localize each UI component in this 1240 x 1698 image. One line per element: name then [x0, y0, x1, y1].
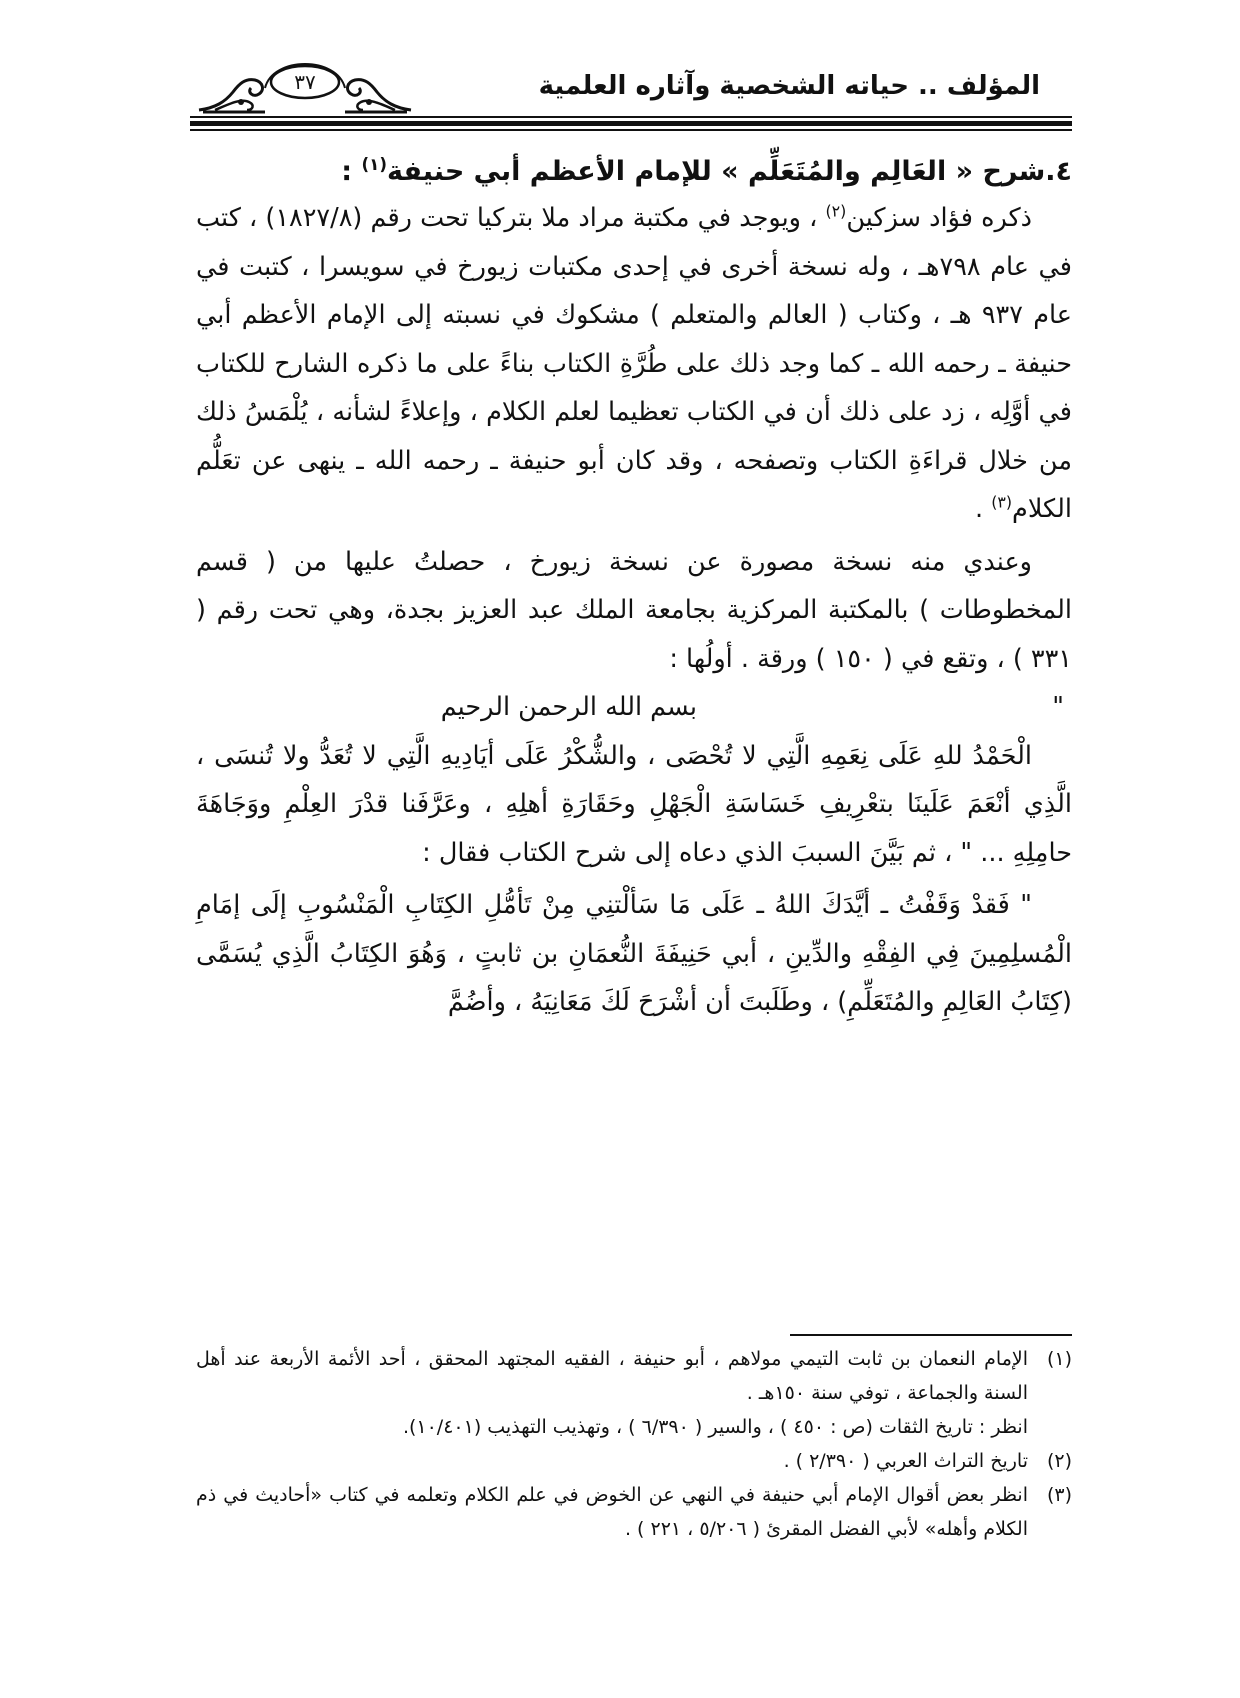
footnote-1: [196, 1342, 1072, 1444]
section-heading-colon: :: [341, 156, 362, 187]
paragraph-1-start: ذكره فؤاد سزكين: [846, 203, 1033, 233]
page-number-ornament: [195, 58, 415, 114]
footnote-1-text: الإمام النعمان بن ثابت التيمي مولاهم ، أبو حنيفة ، الفقيه المجتهد المحقق ، أحد الأئمة الأربعة عند أهل السنة والجماعة ، توفي سنة ١٥٠هـ .: [196, 1348, 1028, 1404]
footnote-3-body: [196, 1478, 1028, 1546]
footnote-2-text: تاريخ التراث العربي ( ٢/٣٩٠ ) .: [783, 1450, 1028, 1472]
footnote-ref-2: (٢): [825, 201, 847, 221]
footnote-1-sources: انظر : تاريخ الثقات (ص : ٤٥٠ ) ، والسير ( ٦/٣٩٠ ) ، وتهذيب التهذيب (١٠/٤٠١).: [402, 1416, 1028, 1438]
paragraph-1-body: ، ويوجد في مكتبة مراد ملا بتركيا تحت رقم (١٨٢٧/٨) ، كتب في عام ٧٩٨هـ ، وله نسخة أخرى في إحدى مكتبات زيورخ في سويسرا ، كتبت في عام ٩٣٧ هـ ، وكتاب ( العالم والمتعلم ) مشكوك في نسبته إلى الإمام الأعظم أبي حنيفة ـ رحمه الله ـ كما وجد ذلك على طُرَّةِ الكتاب بناءً على ما ذكره الشارح للكتاب في أوَّلِه ، زد على ذلك أن في الكتاب تعظيما لعلم الكلام ، وإعلاءً لشأنه ، يُلْمَسُ ذلك من خلال قراءَةِ الكتاب وتصفحه ، وقد كان أبو حنيفة ـ رحمه الله ـ ينهى عن تعَلُّم الكلام: [196, 203, 1072, 524]
footnote-separator: [790, 1334, 1072, 1336]
header-rule-bottom: [190, 129, 1072, 131]
footnote-ref-1: (١): [361, 154, 387, 174]
opening-quote: ": [1052, 692, 1064, 722]
section-heading: [196, 150, 1072, 194]
header-rule-top: [190, 116, 1072, 118]
footnote-2: [196, 1444, 1072, 1478]
main-text: [196, 150, 1072, 1027]
page-number: ٣٧: [294, 70, 316, 94]
basmala-line: [196, 683, 1072, 732]
footnote-3-number: (٣): [1046, 1484, 1072, 1506]
paragraph-4: " فَقدْ وَقَفْتُ ـ أيَّدَكَ اللهُ ـ عَلَى مَا سَألْتنِي مِنْ تَأمُّلِ الكِتَابِ الْمَنْسُوبِ إلَى إمَامِ الْمُسلِمِينَ فِي الفِقْهِ والدِّينِ ، أبي حَنِيفَةَ النُّعمَانِ بن ثابتٍ ، وَهُوَ الكِتَابُ الَّذِي يُسَمَّى (كِتَابُ العَالِمِ والمُتَعَلِّمِ) ، وطَلَبتَ أن أشْرَحَ لَكَ مَعَانِيَهُ ، وأضُمَّ: [196, 890, 1072, 1017]
basmala: بسم الله الرحمن الرحيم: [440, 692, 697, 722]
paragraph-3: الْحَمْدُ للهِ عَلَى نِعَمِهِ الَّتِي لا تُحْصَى ، والشُّكْرُ عَلَى أيَادِيهِ الَّتِي لا تُعَدُّ ولا تُنسَى ، الَّذِي أنْعَمَ عَلَينَا بتعْرِيفِ خَسَاسَةِ الْجَهْلِ وحَقَارَةِ أهلِهِ ، وعَرَّفَنا قدْرَ العِلْمِ ووَجَاهَةَ حامِلِهِ ... " ، ثم بَيَّنَ السببَ الذي دعاه إلى شرح الكتاب فقال :: [196, 740, 1072, 868]
footnote-2-number: (٢): [1046, 1450, 1072, 1472]
footnote-1-number: (١): [1046, 1348, 1072, 1370]
paragraph-2: وعندي منه نسخة مصورة عن نسخة زيورخ ، حصلتُ عليها من ( قسم المخطوطات ) بالمكتبة المركزية بجامعة الملك عبد العزيز بجدة، وهي تحت رقم ( ٣٣١ ) ، وتقع في ( ١٥٠ ) ورقة . أولُها :: [196, 546, 1072, 674]
footnote-3: [196, 1478, 1072, 1546]
section-heading-text: ٤.شرح « العَالِم والمُتَعَلِّم » للإمام الأعظم أبي حنيفة: [386, 156, 1072, 187]
paragraph-1: [196, 194, 1072, 534]
footnotes: [196, 1342, 1072, 1546]
paragraph-1-end: .: [974, 494, 992, 524]
running-header-title: المؤلف .. حياته الشخصية وآثاره العلمية: [538, 71, 1040, 101]
footnote-2-body: [196, 1444, 1028, 1478]
header-rule-thick: [190, 121, 1072, 126]
footnote-3-text: انظر بعض أقوال الإمام أبي حنيفة في النهي عن الخوض في علم الكلام وتعلمه في كتاب «أحاديث في ذم الكلام وأهله» لأبي الفضل المقرئ ( ٥/٢٠٦ ، ٢٢١ ) .: [196, 1484, 1028, 1540]
footnote-ref-3: (٣): [991, 492, 1013, 512]
footnote-1-body: [196, 1342, 1028, 1444]
